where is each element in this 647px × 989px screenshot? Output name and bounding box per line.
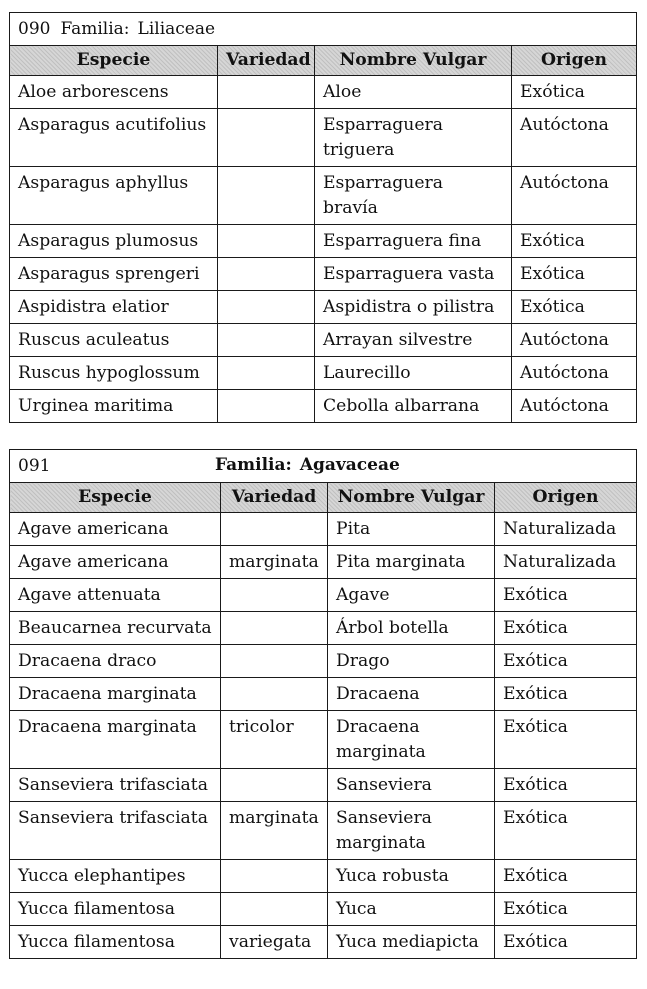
table-row: [10, 225, 637, 258]
cell-variedad: [221, 893, 328, 926]
cell-origen: Autóctona: [512, 167, 637, 225]
family-number: 090: [18, 19, 51, 39]
cell-especie: Aspidistra elatior: [10, 291, 218, 324]
cell-especie: Urginea maritima: [10, 390, 218, 423]
cell-nombre-vulgar: Árbol botella: [328, 612, 495, 645]
table-row: [10, 678, 637, 711]
cell-especie: Beaucarnea recurvata: [10, 612, 221, 645]
column-header-variedad: Variedad: [221, 483, 328, 513]
family-header-row: [10, 450, 637, 483]
family-label: Familia:: [60, 19, 130, 39]
cell-variedad: marginata: [221, 546, 328, 579]
table-row: [10, 645, 637, 678]
table-row: [10, 258, 637, 291]
cell-especie: Dracaena draco: [10, 645, 221, 678]
cell-variedad: [221, 513, 328, 546]
column-header-variedad: Variedad: [218, 46, 315, 76]
cell-especie: Asparagus plumosus: [10, 225, 218, 258]
cell-origen: Autóctona: [512, 357, 637, 390]
cell-nombre-vulgar: Agave: [328, 579, 495, 612]
table-row: [10, 769, 637, 802]
cell-nombre-vulgar: Esparraguera fina: [315, 225, 512, 258]
cell-nombre-vulgar: Sanseviera marginata: [328, 802, 495, 860]
cell-origen: Exótica: [512, 76, 637, 109]
family-title: [10, 450, 637, 483]
cell-nombre-vulgar: Pita: [328, 513, 495, 546]
cell-nombre-vulgar: Aspidistra o pilistra: [315, 291, 512, 324]
column-header-origen: Origen: [512, 46, 637, 76]
cell-nombre-vulgar: Esparraguera bravía: [315, 167, 512, 225]
cell-variedad: [218, 390, 315, 423]
table-row: [10, 513, 637, 546]
family-header-row: [10, 13, 637, 46]
column-header-nombre-vulgar: Nombre Vulgar: [328, 483, 495, 513]
cell-variedad: marginata: [221, 802, 328, 860]
family-table-liliaceae: [9, 12, 637, 423]
cell-nombre-vulgar: Esparraguera vasta: [315, 258, 512, 291]
table-body: [10, 76, 637, 423]
cell-variedad: [218, 167, 315, 225]
cell-origen: Exótica: [495, 612, 637, 645]
family-name: Agavaceae: [299, 455, 400, 475]
cell-variedad: [221, 860, 328, 893]
cell-nombre-vulgar: Aloe: [315, 76, 512, 109]
cell-especie: Agave attenuata: [10, 579, 221, 612]
cell-variedad: [218, 258, 315, 291]
cell-especie: Dracaena marginata: [10, 711, 221, 769]
cell-origen: Exótica: [495, 926, 637, 959]
cell-origen: Naturalizada: [495, 546, 637, 579]
cell-origen: Autóctona: [512, 324, 637, 357]
column-header-nombre-vulgar: Nombre Vulgar: [315, 46, 512, 76]
cell-origen: Exótica: [512, 258, 637, 291]
cell-origen: Exótica: [495, 678, 637, 711]
cell-origen: Exótica: [495, 769, 637, 802]
cell-variedad: [218, 225, 315, 258]
cell-nombre-vulgar: Cebolla albarrana: [315, 390, 512, 423]
family-table-agavaceae: [9, 449, 637, 959]
cell-origen: Naturalizada: [495, 513, 637, 546]
cell-nombre-vulgar: Dracaena marginata: [328, 711, 495, 769]
cell-nombre-vulgar: Esparraguera triguera: [315, 109, 512, 167]
cell-especie: Asparagus aphyllus: [10, 167, 218, 225]
table-row: [10, 109, 637, 167]
cell-origen: Autóctona: [512, 390, 637, 423]
cell-nombre-vulgar: Drago: [328, 645, 495, 678]
family-number: 091: [18, 456, 51, 476]
table-row: [10, 390, 637, 423]
cell-especie: Asparagus sprengeri: [10, 258, 218, 291]
table-row: [10, 357, 637, 390]
family-name: Liliaceae: [137, 19, 216, 39]
cell-origen: Exótica: [495, 802, 637, 860]
column-header-row: [10, 483, 637, 513]
cell-nombre-vulgar: Yuca robusta: [328, 860, 495, 893]
table-row: [10, 167, 637, 225]
cell-nombre-vulgar: Sanseviera: [328, 769, 495, 802]
cell-variedad: tricolor: [221, 711, 328, 769]
table-row: [10, 860, 637, 893]
table-row: [10, 711, 637, 769]
cell-variedad: [221, 645, 328, 678]
cell-origen: Exótica: [495, 893, 637, 926]
cell-origen: Exótica: [495, 645, 637, 678]
cell-origen: Exótica: [495, 711, 637, 769]
cell-especie: Ruscus hypoglossum: [10, 357, 218, 390]
column-header-row: [10, 46, 637, 76]
cell-variedad: [221, 678, 328, 711]
table-row: [10, 324, 637, 357]
cell-nombre-vulgar: Dracaena: [328, 678, 495, 711]
family-label: Familia:: [215, 455, 292, 475]
cell-especie: Asparagus acutifolius: [10, 109, 218, 167]
cell-origen: Exótica: [512, 225, 637, 258]
cell-especie: Agave americana: [10, 513, 221, 546]
cell-origen: Exótica: [495, 860, 637, 893]
cell-variedad: [221, 612, 328, 645]
cell-variedad: [218, 357, 315, 390]
cell-variedad: [218, 324, 315, 357]
column-header-especie: Especie: [10, 46, 218, 76]
cell-variedad: variegata: [221, 926, 328, 959]
table-row: [10, 579, 637, 612]
column-header-origen: Origen: [495, 483, 637, 513]
cell-nombre-vulgar: Yuca mediapicta: [328, 926, 495, 959]
cell-especie: Dracaena marginata: [10, 678, 221, 711]
cell-variedad: [218, 291, 315, 324]
table-body: [10, 513, 637, 959]
cell-origen: Exótica: [512, 291, 637, 324]
cell-origen: Exótica: [495, 579, 637, 612]
cell-especie: Ruscus aculeatus: [10, 324, 218, 357]
cell-especie: Sanseviera trifasciata: [10, 802, 221, 860]
table-row: [10, 76, 637, 109]
table-row: [10, 612, 637, 645]
cell-nombre-vulgar: Laurecillo: [315, 357, 512, 390]
table-row: [10, 893, 637, 926]
cell-variedad: [221, 579, 328, 612]
cell-variedad: [221, 769, 328, 802]
family-title: [10, 13, 637, 46]
cell-especie: Yucca elephantipes: [10, 860, 221, 893]
cell-variedad: [218, 76, 315, 109]
column-header-especie: Especie: [10, 483, 221, 513]
cell-origen: Autóctona: [512, 109, 637, 167]
table-row: [10, 802, 637, 860]
cell-nombre-vulgar: Pita marginata: [328, 546, 495, 579]
table-row: [10, 926, 637, 959]
cell-especie: Agave americana: [10, 546, 221, 579]
table-row: [10, 291, 637, 324]
cell-especie: Aloe arborescens: [10, 76, 218, 109]
cell-especie: Sanseviera trifasciata: [10, 769, 221, 802]
cell-nombre-vulgar: Arrayan silvestre: [315, 324, 512, 357]
cell-especie: Yucca filamentosa: [10, 893, 221, 926]
cell-variedad: [218, 109, 315, 167]
cell-nombre-vulgar: Yuca: [328, 893, 495, 926]
table-row: [10, 546, 637, 579]
cell-especie: Yucca filamentosa: [10, 926, 221, 959]
